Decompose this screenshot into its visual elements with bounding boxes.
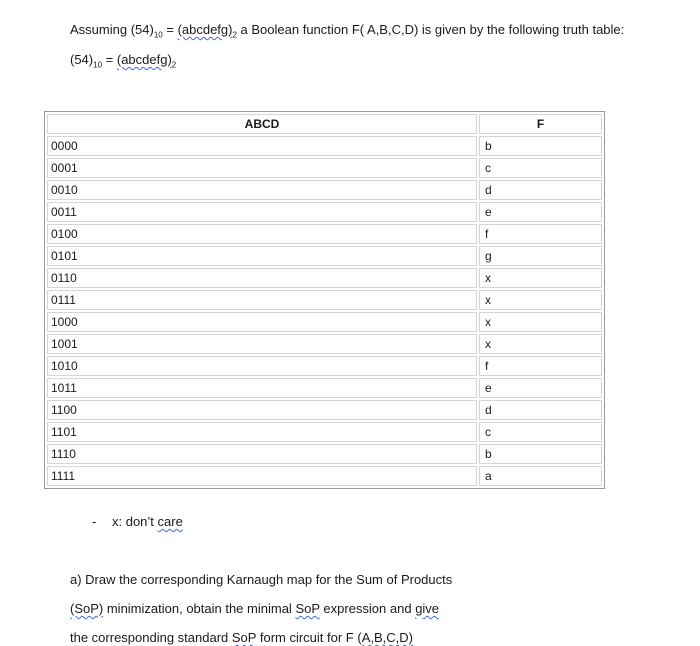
question-line-3 [70, 630, 413, 645]
intro-bits: (abcdefg) [177, 22, 233, 37]
cell-abcd: 1101 [47, 422, 477, 442]
cell-abcd: 0101 [47, 246, 477, 266]
conv-bits: (abcdefg) [116, 52, 172, 67]
conv-number: (54) [70, 52, 94, 67]
q-text-3a: the corresponding standard [70, 630, 232, 645]
intro-base2: 2 [232, 30, 237, 40]
cell-f: b [479, 136, 602, 156]
cell-f: e [479, 378, 602, 398]
cell-f: g [479, 246, 602, 266]
cell-abcd: 0100 [47, 224, 477, 244]
table-row [47, 202, 602, 222]
cell-f: b [479, 444, 602, 464]
dont-care-note [92, 514, 183, 529]
q-sop: SoP [295, 601, 320, 616]
intro-number: (54) [130, 22, 154, 37]
table-row [47, 378, 602, 398]
table-row [47, 290, 602, 310]
header-f: F [479, 114, 602, 134]
conv-base10: 10 [93, 60, 103, 70]
cell-f: d [479, 400, 602, 420]
cell-f: x [479, 312, 602, 332]
cell-abcd: 1010 [47, 356, 477, 376]
intro-line [70, 22, 624, 40]
question-line-1: a) Draw the corresponding Karnaugh map for the Sum of Products [70, 572, 453, 587]
table-header-row [47, 114, 602, 134]
conv-equals: = [102, 52, 117, 67]
intro-lead: Assuming [70, 22, 131, 37]
table-row [47, 180, 602, 200]
cell-f: c [479, 422, 602, 442]
cell-f: f [479, 224, 602, 244]
cell-abcd: 0010 [47, 180, 477, 200]
cell-abcd: 0001 [47, 158, 477, 178]
table-row [47, 136, 602, 156]
note-text: x: don’t [112, 514, 158, 529]
cell-f: f [479, 356, 602, 376]
cell-f: d [479, 180, 602, 200]
bullet-dash: - [92, 514, 97, 529]
q-sop-2: SoP [231, 630, 257, 645]
cell-abcd: 0000 [47, 136, 477, 156]
q-text-2b: minimization, obtain the minimal [103, 601, 296, 616]
cell-f: x [479, 334, 602, 354]
header-abcd: ABCD [47, 114, 477, 134]
intro-equals: = [162, 22, 178, 37]
table-row [47, 224, 602, 244]
q-args: (A,B,C,D) [357, 630, 413, 645]
table-body [47, 136, 602, 486]
cell-abcd: 0011 [47, 202, 477, 222]
truth-table [44, 111, 605, 489]
cell-abcd: 1111 [47, 466, 477, 486]
table-row [47, 158, 602, 178]
cell-f: a [479, 466, 602, 486]
cell-f: c [479, 158, 602, 178]
table-row [47, 444, 602, 464]
cell-abcd: 0111 [47, 290, 477, 310]
intro-tail: a Boolean function F( A,B,C,D) is given by the following truth table: [236, 22, 625, 37]
cell-abcd: 0110 [47, 268, 477, 288]
conversion-line [70, 52, 176, 70]
table-row [47, 466, 602, 486]
cell-abcd: 1011 [47, 378, 477, 398]
table-row [47, 312, 602, 332]
table-row [47, 268, 602, 288]
table-row [47, 246, 602, 266]
cell-f: e [479, 202, 602, 222]
note-word: care [157, 514, 183, 529]
cell-abcd: 1100 [47, 400, 477, 420]
conv-base2: 2 [171, 60, 177, 70]
q-sop-paren: (SoP) [70, 601, 104, 616]
cell-f: x [479, 290, 602, 310]
q-give: give [415, 601, 440, 616]
table-row [47, 356, 602, 376]
q-text-3c: form circuit for F [256, 630, 358, 645]
intro-base10: 10 [153, 30, 163, 40]
q-text-2d: expression and [319, 601, 416, 616]
cell-abcd: 1001 [47, 334, 477, 354]
cell-abcd: 1110 [47, 444, 477, 464]
table-row [47, 334, 602, 354]
cell-f: x [479, 268, 602, 288]
question-line-2 [70, 601, 439, 616]
cell-abcd: 1000 [47, 312, 477, 332]
table-row [47, 400, 602, 420]
table-row [47, 422, 602, 442]
